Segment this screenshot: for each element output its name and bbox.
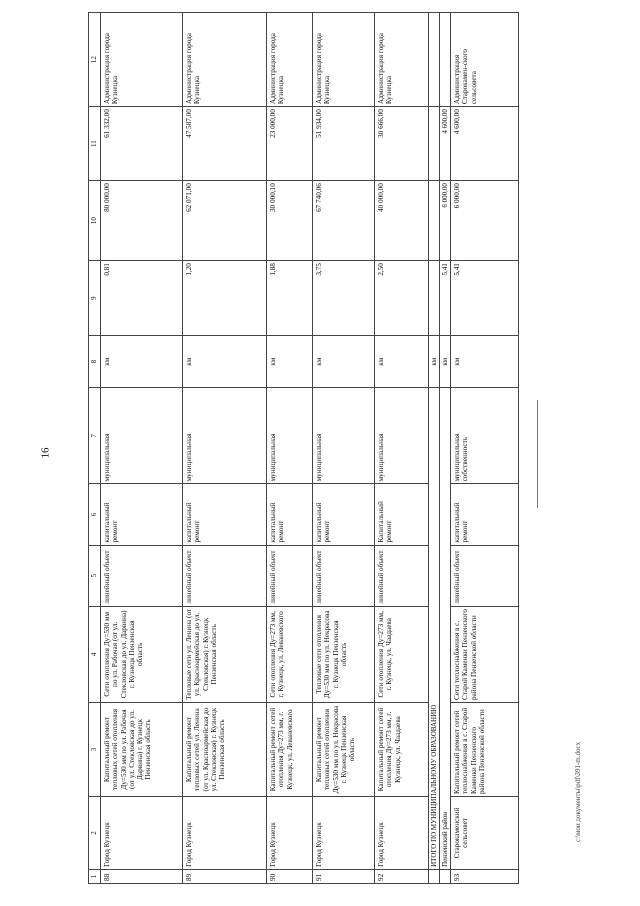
col-header: 3 bbox=[89, 703, 101, 797]
district-row bbox=[440, 13, 451, 884]
cell-work: капитальный ремонт bbox=[183, 484, 267, 545]
cell-organization: Администрация Старокамен-ского сельсовета bbox=[451, 13, 519, 107]
cell-quantity: 5,41 bbox=[440, 261, 451, 336]
col-header: 11 bbox=[89, 107, 101, 181]
cell-quantity: 0,81 bbox=[101, 261, 183, 336]
cell-unit: км bbox=[440, 336, 451, 388]
cell-work: капитальный ремонт bbox=[313, 484, 375, 545]
cell-unit: км bbox=[101, 336, 183, 388]
cell-place: Город Кузнецк bbox=[375, 797, 429, 870]
cell-organization: Администрация города Кузнецка bbox=[267, 13, 313, 107]
cell-type: линейный объект bbox=[101, 545, 183, 606]
cell-col11: 4 600,00 bbox=[440, 107, 451, 181]
cell-location: Тепловые сети ул. Ленина (от ул. Красноармейская до ул. Стекловская) г. Кузнецк Пензенская область bbox=[183, 606, 267, 702]
cell-ownership: муниципальная bbox=[267, 388, 313, 484]
cell-organization: Администрация города Кузнецка bbox=[313, 13, 375, 107]
cell-cost: 62 071,00 bbox=[183, 181, 267, 261]
cell-place: Старокаменский сельсовет bbox=[451, 797, 519, 870]
cell-unit: км bbox=[451, 336, 519, 388]
col-header: 1 bbox=[89, 869, 101, 883]
table-row bbox=[313, 13, 375, 884]
cell-quantity: 1,20 bbox=[183, 261, 267, 336]
cell-work: капитальный ремонт bbox=[267, 484, 313, 545]
cell-unit: км bbox=[313, 336, 375, 388]
cell-ownership: муниципальная собственность bbox=[451, 388, 519, 484]
cell-number: 93 bbox=[451, 869, 519, 883]
cell-type: линейный объект bbox=[267, 545, 313, 606]
column-number-row bbox=[89, 13, 101, 884]
col-header: 2 bbox=[89, 797, 101, 870]
cell-unit: км bbox=[375, 336, 429, 388]
cell-name: Капитальный ремонт сетей отопления Ду=273 мм, г. Кузнецк, ул. Леваневского bbox=[267, 703, 313, 797]
cell-ownership: муниципальная bbox=[375, 388, 429, 484]
cell-work: капитальный ремонт bbox=[451, 484, 519, 545]
cell-unit: км bbox=[267, 336, 313, 388]
cell-col11: 4 600,00 bbox=[451, 107, 519, 181]
cell-cost: 6 000,00 bbox=[440, 181, 451, 261]
works-table bbox=[88, 12, 519, 884]
rotated-table-block bbox=[88, 12, 508, 884]
cell-cost: 80 000,00 bbox=[101, 181, 183, 261]
col-header: 5 bbox=[89, 545, 101, 606]
cell-location: Сети теплоснабжения в с. Старой Каменки Пензенского района Пензенской области bbox=[451, 606, 519, 702]
cell-type: линейный объект bbox=[183, 545, 267, 606]
cell-place: Город Кузнецк bbox=[267, 797, 313, 870]
cell-unit: км bbox=[183, 336, 267, 388]
col-header: 10 bbox=[89, 181, 101, 261]
cell-name: Капитальный ремонт тепловых сетей отопления Ду=530 мм по ул. Рабочая (от ул. Стекловская до ул. Дарвина) г. Кузнецк Пензенская область bbox=[101, 703, 183, 797]
cell-organization: Администрация города Кузнецка bbox=[183, 13, 267, 107]
page-number: 16 bbox=[39, 447, 52, 459]
cell-place: Город Кузнецк bbox=[313, 797, 375, 870]
cell-cost: 40 000,00 bbox=[375, 181, 429, 261]
col-header: 4 bbox=[89, 606, 101, 702]
col-header: 9 bbox=[89, 261, 101, 336]
cell-type: линейный объект bbox=[451, 545, 519, 606]
cell-number: 92 bbox=[375, 869, 429, 883]
cell-number: 90 bbox=[267, 869, 313, 883]
cell-col11: 47 587,00 bbox=[183, 107, 267, 181]
cell-type: линейный объект bbox=[375, 545, 429, 606]
cell-col11: 23 000,00 bbox=[267, 107, 313, 181]
cell-col11: 30 666,00 bbox=[375, 107, 429, 181]
cell-name: Капитальный ремонт тепловых сетей отопления Ду=530 мм по ул. Некрасова г. Кузнецк Пензенская область bbox=[313, 703, 375, 797]
footer-file-path: c:\мои документы\pdf\391-m.docx bbox=[574, 741, 582, 842]
cell-type: линейный объект bbox=[313, 545, 375, 606]
cell-work: капитальный ремонт bbox=[101, 484, 183, 545]
col-header: 7 bbox=[89, 388, 101, 484]
cell-location: Сети отопления Ду=273 мм, г. Кузнецк, ул. Чаадаева bbox=[375, 606, 429, 702]
cell-ownership: муниципальная bbox=[313, 388, 375, 484]
cell-col11: 61 332,00 bbox=[101, 107, 183, 181]
cell-name: Капитальный ремонт тепловых сетей ул. Ленина (от ул. Красноармейская до ул. Стекловская) г. Кузнецк Пензенская область bbox=[183, 703, 267, 797]
cell-quantity: 2,50 bbox=[375, 261, 429, 336]
cell-cost: 67 740,06 bbox=[313, 181, 375, 261]
cell-quantity: 1,88 bbox=[267, 261, 313, 336]
cell-cost bbox=[429, 181, 440, 261]
table-row bbox=[101, 13, 183, 884]
cell-organization: Администрация города Кузнецка bbox=[101, 13, 183, 107]
col-header: 12 bbox=[89, 13, 101, 107]
cell-quantity: 3,75 bbox=[313, 261, 375, 336]
cell-unit: км bbox=[429, 336, 440, 388]
cell-location: Сети отопления Ду=530 мм по ул. Рабочая (от ул. Стекловская до ул. Дарвина) г. Кузнецк Пензенская область bbox=[101, 606, 183, 702]
cell-number: 89 bbox=[183, 869, 267, 883]
col-header: 8 bbox=[89, 336, 101, 388]
cell-location: Тепловые сети отопления Ду=530 мм по ул. Некрасова г. Кузнецк Пензенская область bbox=[313, 606, 375, 702]
cell-cost: 6 000,00 bbox=[451, 181, 519, 261]
cell-number: 91 bbox=[313, 869, 375, 883]
cell-ownership: муниципальная bbox=[183, 388, 267, 484]
cell-name: Капитальный ремонт сетей отопления Ду=273 мм, г. Кузнецк, ул. Чаадаева bbox=[375, 703, 429, 797]
cell-col11 bbox=[429, 107, 440, 181]
cell-number: 88 bbox=[101, 869, 183, 883]
cell-name: Капитальный ремонт сетей теплоснабжения в с. Старой Каменки Пензенского района Пензенской области bbox=[451, 703, 519, 797]
cell-col11: 51 934,00 bbox=[313, 107, 375, 181]
total-label: ИТОГО ПО МУНИЦИПАЛЬНОМУ ОБРАЗОВАНИЮ bbox=[429, 388, 440, 870]
cell-quantity bbox=[429, 261, 440, 336]
cell-location: Сети отопления Ду=273 мм, г. Кузнецк, ул. Леваневского bbox=[267, 606, 313, 702]
district-label: Пензенский район bbox=[440, 388, 451, 870]
cell-cost: 30 000,10 bbox=[267, 181, 313, 261]
separator-line bbox=[537, 400, 538, 508]
cell-place: Город Кузнецк bbox=[101, 797, 183, 870]
cell-organization: Администрация города Кузнецка bbox=[375, 13, 429, 107]
municipal-total-row bbox=[429, 13, 440, 884]
cell-work: Капитальный ремонт bbox=[375, 484, 429, 545]
table-row bbox=[375, 13, 429, 884]
table-row bbox=[267, 13, 313, 884]
col-header: 6 bbox=[89, 484, 101, 545]
table-row bbox=[451, 13, 519, 884]
cell-ownership: муниципальная bbox=[101, 388, 183, 484]
table-row bbox=[183, 13, 267, 884]
cell-quantity: 5,41 bbox=[451, 261, 519, 336]
cell-place: Город Кузнецк bbox=[183, 797, 267, 870]
